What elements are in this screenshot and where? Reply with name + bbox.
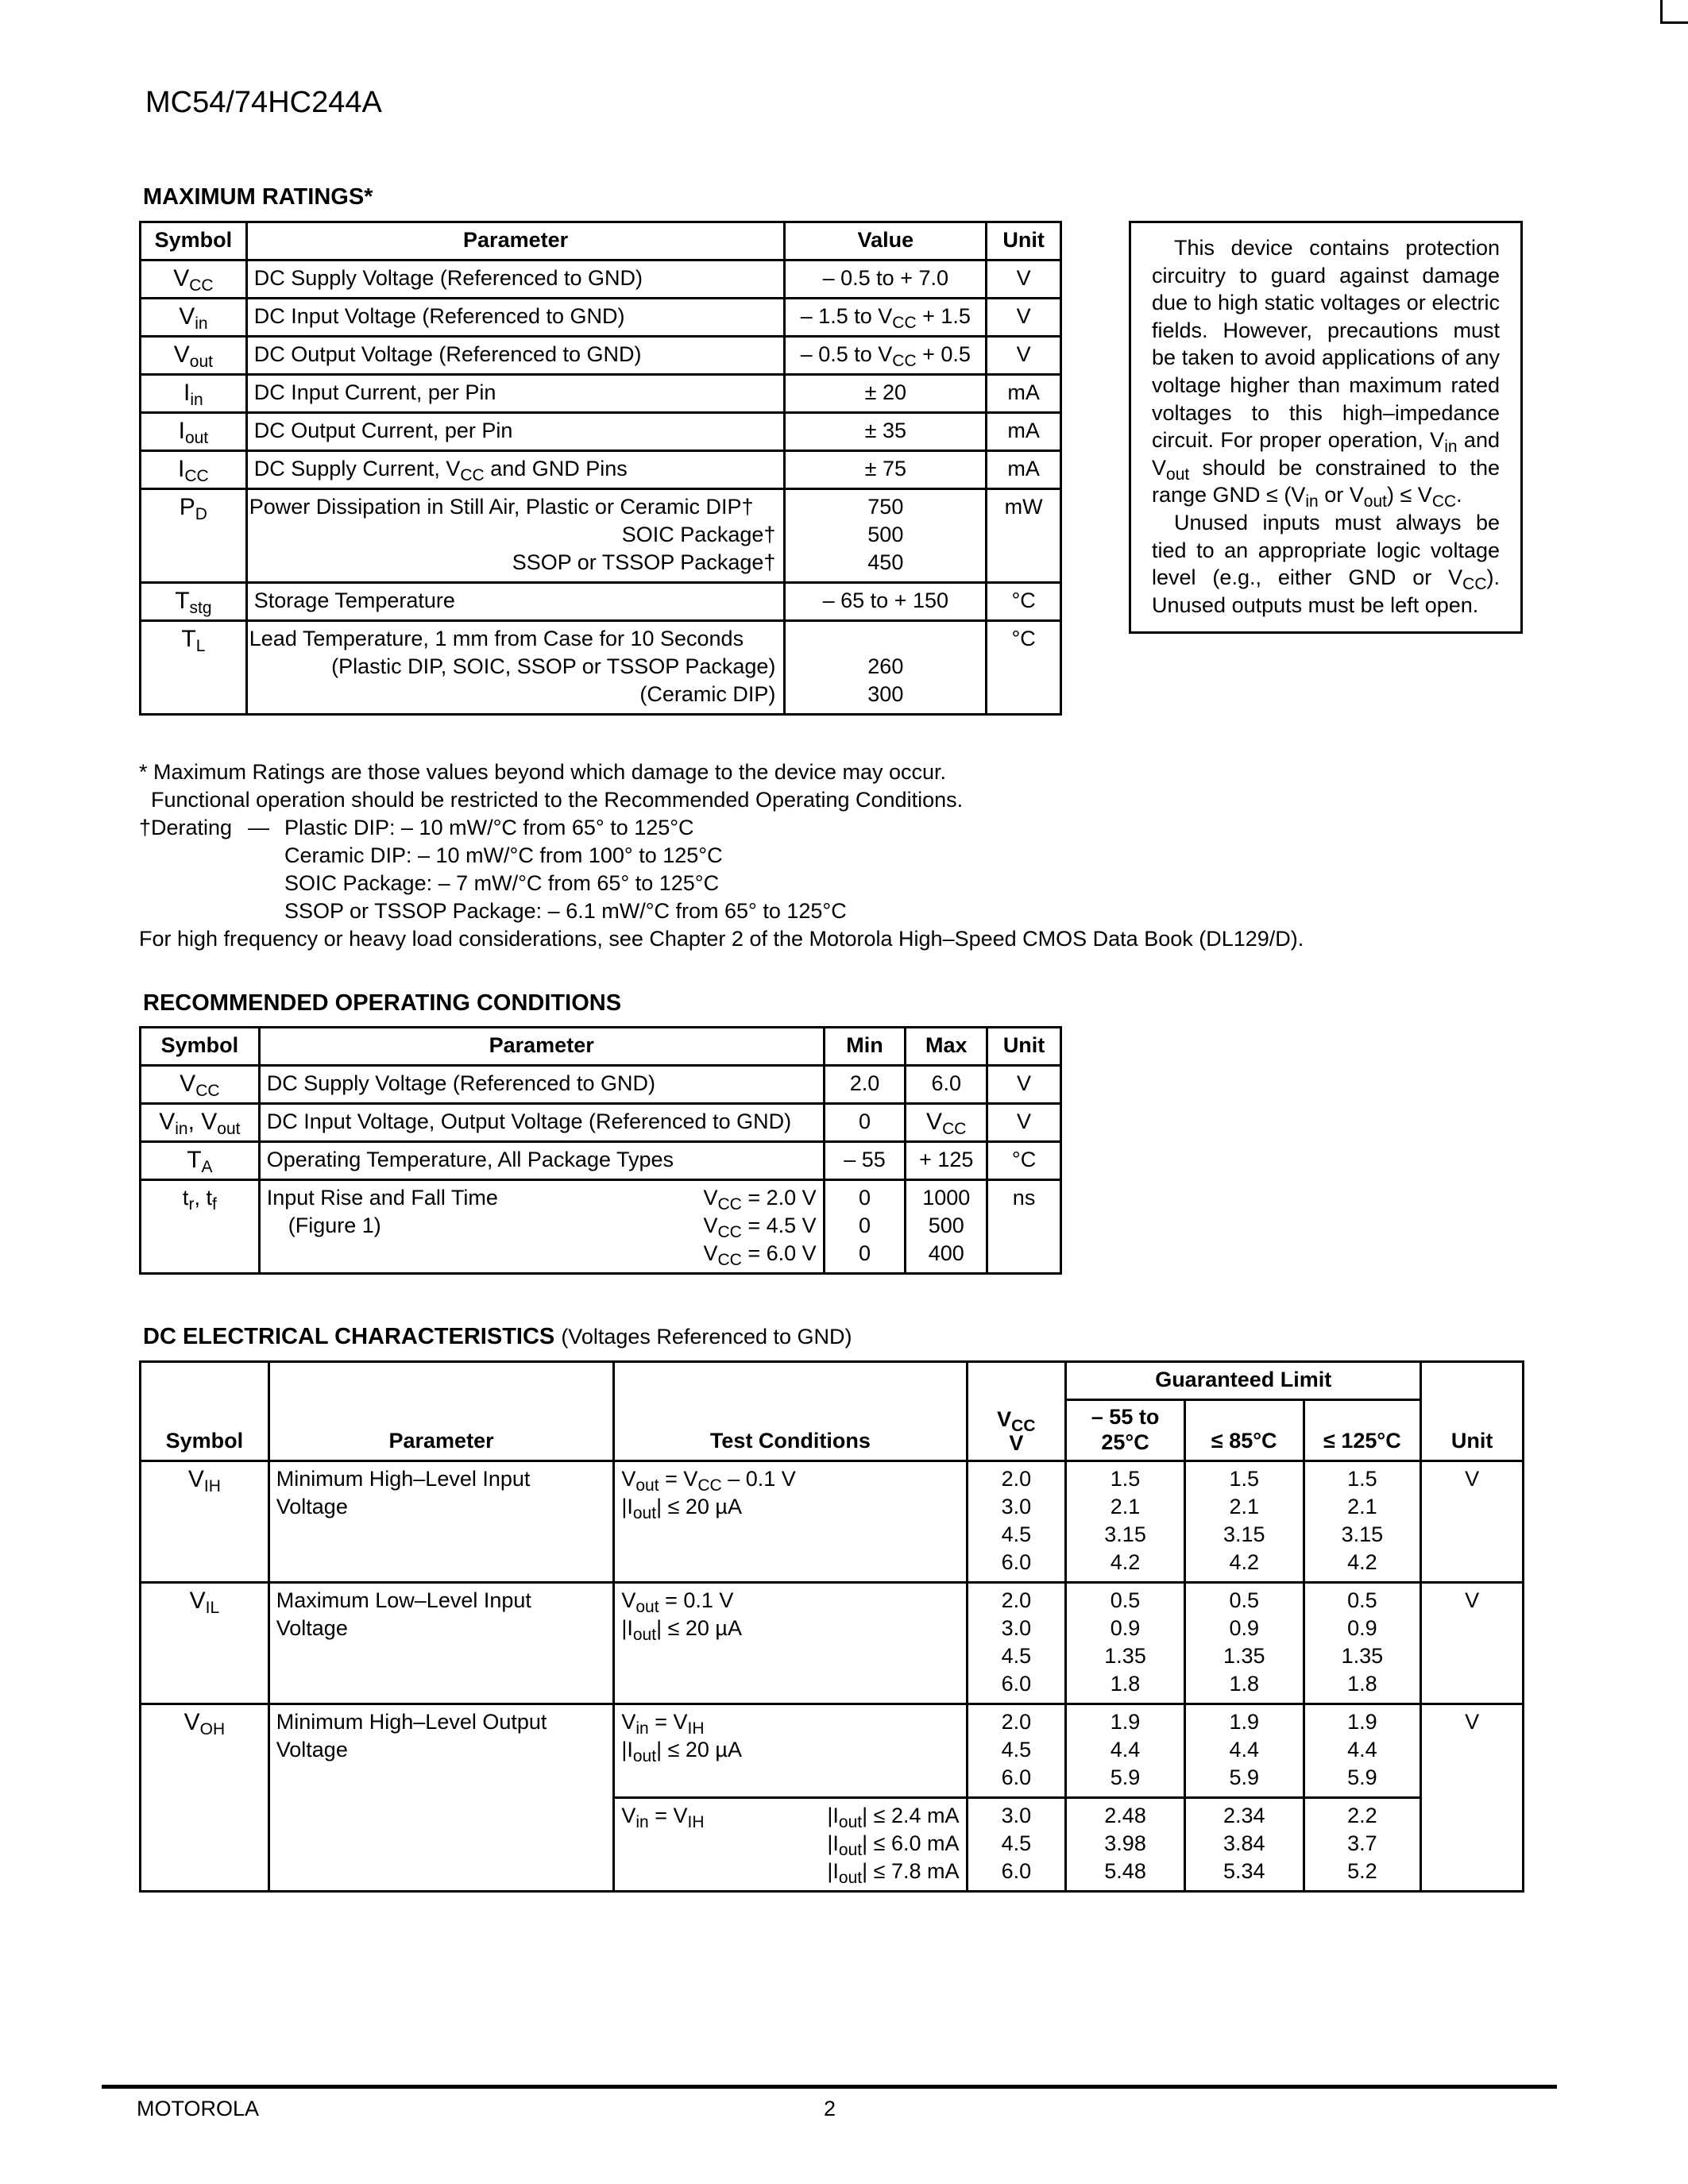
value-subscript: CC [892, 314, 917, 332]
table-row [141, 1180, 1061, 1274]
symbol-cell [141, 337, 247, 375]
unit-cell: V [1421, 1704, 1524, 1892]
symbol-subscript: stg [189, 599, 212, 617]
unit-cell: mW [987, 489, 1061, 583]
unit-cell: mA [987, 451, 1061, 489]
parameter-cell: DC Output Current, per Pin [246, 413, 785, 451]
parameter-cell: Minimum High–Level Input Voltage [268, 1461, 614, 1583]
symbol-text: V [173, 265, 190, 291]
max-subscript: CC [942, 1120, 967, 1138]
symbol-cell: $V_{IL}$ [141, 1583, 269, 1704]
unit-cell: V [987, 1066, 1061, 1104]
header-symbol: Symbol [141, 222, 247, 260]
symbol-cell [141, 299, 247, 337]
symbol-cell [141, 451, 247, 489]
test-condition-cell: $V_{in} = V_{IH}$ $|I_{out}| \le 20$ µA [614, 1704, 967, 1798]
parameter-cell: DC Input Current, per Pin [246, 375, 785, 413]
min-cell: 0 [824, 1104, 906, 1142]
max-cell: 6.0 [906, 1066, 987, 1104]
header-symbol: Symbol [141, 1362, 269, 1461]
limit-25-cell: 1.9 4.4 5.9 [1066, 1704, 1185, 1798]
vcc-cell: 2.0 3.0 4.5 6.0 [967, 1583, 1066, 1704]
value-cell: ± 75 [785, 451, 987, 489]
max-line: 1000 [922, 1186, 971, 1210]
unit-cell: °C [987, 621, 1061, 715]
symbol-subscript: CC [195, 1082, 220, 1100]
symbol-subscript: CC [189, 276, 214, 295]
value-line: 260 [867, 654, 904, 678]
unit-cell: V [987, 260, 1061, 299]
derating-list [284, 814, 847, 925]
max-cell [906, 1180, 987, 1274]
min-cell: 2.0 [824, 1066, 906, 1104]
symbol-subscript: in [190, 391, 203, 409]
derating-dash: — [248, 816, 269, 839]
test-condition-cell: $V_{out} = 0.1$ V $|I_{out}| \le 20$ µA [614, 1583, 967, 1704]
condition-line: $V_{CC} = 6.0$ V [703, 1241, 817, 1269]
symbol-cell [141, 1180, 260, 1274]
symbol-subscript: A [201, 1158, 213, 1176]
header-temp-25: – 55 to 25°C [1066, 1400, 1185, 1461]
symbol-text: t [182, 1186, 189, 1210]
value-cell: ± 20 [785, 375, 987, 413]
parameter-cell [246, 621, 785, 715]
parameter-cell: DC Input Voltage, Output Voltage (Referenced to GND) [259, 1104, 824, 1142]
value-cell: ± 35 [785, 413, 987, 451]
parameter-line: (Ceramic DIP) [639, 682, 776, 706]
header-parameter: Parameter [246, 222, 785, 260]
limit-25-cell: 2.48 3.98 5.48 [1066, 1798, 1185, 1892]
symbol-subscript: f [211, 1195, 217, 1214]
derating-line: SSOP or TSSOP Package: – 6.1 mW/°C from 65° to 125°C [284, 899, 847, 923]
header-temp-85: ≤ 85°C [1184, 1400, 1304, 1461]
table-row [141, 621, 1061, 715]
symbol-text: I [178, 418, 185, 444]
header-unit: Unit [1421, 1362, 1524, 1461]
max-cell [906, 1104, 987, 1142]
max-ratings-title: MAXIMUM RATINGS* [143, 184, 373, 210]
table-row [141, 337, 1061, 375]
parameter-cell [246, 451, 785, 489]
table-header-row [141, 1362, 1524, 1400]
symbol-text: T [187, 1147, 202, 1173]
document-title: MC54/74HC244A [145, 86, 382, 119]
symbol-subscript: out [184, 429, 209, 447]
symbol-text: V [173, 341, 190, 368]
symbol-cell [141, 260, 247, 299]
symbol-cell [141, 583, 247, 621]
limit-125-cell: 1.9 4.4 5.9 [1304, 1704, 1421, 1798]
unit-cell: mA [987, 375, 1061, 413]
symbol-subscript: D [195, 505, 207, 523]
symbol-text: , t [194, 1186, 212, 1210]
limit-125-cell: 1.5 2.1 3.15 4.2 [1304, 1461, 1421, 1583]
parameter-line: Lead Temperature, 1 mm from Case for 10 Seconds [249, 627, 744, 650]
header-parameter: Parameter [268, 1362, 614, 1461]
symbol-text: V [180, 1071, 196, 1097]
derating-line: SOIC Package: – 7 mW/°C from 65° to 125°C [284, 871, 720, 895]
parameter-line: SOIC Package† [621, 523, 776, 546]
parameter-cell: DC Input Voltage (Referenced to GND) [246, 299, 785, 337]
symbol-text: I [183, 380, 191, 406]
dc-char-title [143, 1324, 852, 1350]
symbol-cell: $V_{IH}$ [141, 1461, 269, 1583]
parameter-line: Power Dissipation in Still Air, Plastic or Ceramic DIP† [249, 495, 754, 519]
header-unit: Unit [987, 222, 1061, 260]
parameter-cell: Maximum Low–Level Input Voltage [268, 1583, 614, 1704]
condition-line: $V_{CC} = 4.5$ V [703, 1214, 817, 1241]
limit-125-cell: 2.2 3.7 5.2 [1304, 1798, 1421, 1892]
parameter-cell [246, 489, 785, 583]
table-header-row [141, 1028, 1061, 1066]
page-number: 2 [824, 2097, 836, 2120]
derating-line: Plastic DIP: – 10 mW/°C from 65° to 125°C [284, 816, 694, 839]
limit-25-cell: 0.5 0.9 1.35 1.8 [1066, 1583, 1185, 1704]
max-text: V [926, 1109, 943, 1135]
vcc-cell: 3.0 4.5 6.0 [967, 1798, 1066, 1892]
symbol-cell [141, 1104, 260, 1142]
header-temp-125: ≤ 125°C [1304, 1400, 1421, 1461]
unit-cell: V [1421, 1461, 1524, 1583]
dc-char-subtitle: (Voltages Referenced to GND) [561, 1325, 852, 1349]
limit-85-cell: 1.5 2.1 3.15 4.2 [1184, 1461, 1304, 1583]
esd-paragraph-1: This device contains protection circuitry to guard against damage due to high static voltages or electric fields. However, precautions must be taken to avoid applications of any voltage higher than maximum rated voltages to this high–impedance circuit. For proper operation, $V_{in}$ and $V_{out}$ should be constrained to the range GND ≤ ($V_{in}$ or $V_{out}) \le V_{CC}$. [1152, 236, 1500, 511]
value-line: 500 [867, 523, 904, 546]
condition-line: $V_{CC} = 2.0$ V [703, 1186, 817, 1214]
table-row [141, 1704, 1524, 1798]
symbol-text: T [181, 626, 196, 652]
limit-85-cell: 0.5 0.9 1.35 1.8 [1184, 1583, 1304, 1704]
value-cell: – 0.5 to + 7.0 [785, 260, 987, 299]
table-row [141, 299, 1061, 337]
limit-85-cell: 2.34 3.84 5.34 [1184, 1798, 1304, 1892]
symbol-cell [141, 413, 247, 451]
parameter-cell: DC Output Voltage (Referenced to GND) [246, 337, 785, 375]
unit-cell: °C [987, 1142, 1061, 1180]
header-unit: Unit [987, 1028, 1061, 1066]
max-line: 500 [928, 1214, 964, 1237]
derating-line: Ceramic DIP: – 10 mW/°C from 100° to 125°C [284, 843, 723, 867]
unit-cell: V [987, 337, 1061, 375]
symbol-cell [141, 489, 247, 583]
min-line: 0 [858, 1241, 871, 1265]
table-header-row [141, 222, 1061, 260]
parameter-cell: Minimum High–Level Output Voltage [268, 1704, 614, 1892]
parameter-cell: Storage Temperature [246, 583, 785, 621]
parameter-line: (Figure 1) [288, 1214, 381, 1237]
unit-cell: V [987, 1104, 1061, 1142]
symbol-cell [141, 621, 247, 715]
parameter-cell [259, 1180, 824, 1274]
parameter-line: (Plastic DIP, SOIC, SSOP or TSSOP Package) [331, 654, 776, 678]
symbol-subscript: CC [184, 467, 209, 485]
symbol-subscript: in [175, 1120, 188, 1138]
symbol-subscript: L [195, 637, 206, 655]
test-condition-cell: $V_{out} = V_{CC} - 0.1$ V $|I_{out}| \le 20$ µA [614, 1461, 967, 1583]
table-row [141, 1142, 1061, 1180]
value-subscript: CC [892, 352, 917, 370]
unit-cell: V [987, 299, 1061, 337]
value-text: – 0.5 to V [800, 342, 893, 366]
header-parameter: Parameter [259, 1028, 824, 1066]
value-cell: – 65 to + 150 [785, 583, 987, 621]
esd-protection-note [1129, 221, 1523, 634]
high-frequency-note: For high frequency or heavy load considerations, see Chapter 2 of the Motorola High–Speed CMOS Data Book (DL129/D). [139, 927, 1304, 951]
header-min: Min [824, 1028, 906, 1066]
unit-cell: mA [987, 413, 1061, 451]
max-line: 400 [928, 1241, 964, 1265]
table-row [141, 583, 1061, 621]
vcc-cell: 2.0 4.5 6.0 [967, 1704, 1066, 1798]
parameter-text: DC Supply Current, V [253, 457, 461, 480]
symbol-text: P [179, 494, 195, 520]
symbol-subscript: in [195, 314, 208, 333]
header-value: Value [785, 222, 987, 260]
limit-125-cell: 0.5 0.9 1.35 1.8 [1304, 1583, 1421, 1704]
table-row [141, 451, 1061, 489]
symbol-cell [141, 1066, 260, 1104]
footer-brand: MOTOROLA [137, 2097, 260, 2120]
rec-conditions-title: RECOMMENDED OPERATING CONDITIONS [143, 990, 622, 1016]
esd-paragraph-2: Unused inputs must always be tied to an appropriate logic voltage level (e.g., either GND or $V_{CC}$). Unused outputs must be left open. [1152, 510, 1500, 617]
value-cell [785, 299, 987, 337]
symbol-cell: $V_{OH}$ [141, 1704, 269, 1892]
value-line [792, 625, 979, 653]
derating-label [139, 814, 232, 842]
min-cell: – 55 [824, 1142, 906, 1180]
vcc-cell: 2.0 3.0 4.5 6.0 [967, 1461, 1066, 1583]
max-ratings-notes [139, 758, 963, 814]
table-row [141, 1461, 1524, 1583]
parameter-text: and GND Pins [484, 457, 628, 480]
footer-rule [102, 2085, 1557, 2089]
min-line: 0 [858, 1214, 871, 1237]
symbol-subscript: out [217, 1120, 241, 1138]
table-row [141, 1583, 1524, 1704]
footnote-line: * Maximum Ratings are those values beyond which damage to the device may occur. [139, 760, 947, 784]
table-row [141, 1066, 1061, 1104]
table-row [141, 260, 1061, 299]
limit-85-cell: 1.9 4.4 5.9 [1184, 1704, 1304, 1798]
value-line: 750 [867, 495, 904, 519]
unit-cell: °C [987, 583, 1061, 621]
parameter-cell: Operating Temperature, All Package Types [259, 1142, 824, 1180]
min-cell [824, 1180, 906, 1274]
table-row [141, 413, 1061, 451]
rec-conditions-table [139, 1026, 1062, 1275]
header-test-conditions: Test Conditions [614, 1362, 967, 1461]
symbol-text: T [175, 588, 190, 614]
value-text: + 1.5 [916, 304, 971, 328]
dc-char-title-text: DC ELECTRICAL CHARACTERISTICS [143, 1324, 555, 1349]
parameter-line: Input Rise and Fall Time [266, 1186, 498, 1210]
symbol-subscript: r [188, 1195, 195, 1214]
unit-cell: ns [987, 1180, 1061, 1274]
value-text: – 1.5 to V [800, 304, 893, 328]
value-line: 300 [867, 682, 904, 706]
footnote-line: Functional operation should be restricted to the Recommended Operating Conditions. [151, 788, 964, 812]
symbol-text: V [179, 303, 195, 330]
parameter-cell: DC Supply Voltage (Referenced to GND) [246, 260, 785, 299]
symbol-cell [141, 1142, 260, 1180]
unit-cell: V [1421, 1583, 1524, 1704]
limit-25-cell: 1.5 2.1 3.15 4.2 [1066, 1461, 1185, 1583]
header-symbol: Symbol [141, 1028, 260, 1066]
value-cell [785, 337, 987, 375]
table-row [141, 1104, 1061, 1142]
table-row [141, 375, 1061, 413]
max-ratings-table [139, 221, 1062, 716]
max-cell: + 125 [906, 1142, 987, 1180]
parameter-cell: DC Supply Voltage (Referenced to GND) [259, 1066, 824, 1104]
corner-crop-mark [1660, 0, 1688, 24]
derating-label-text: †Derating [139, 816, 233, 839]
parameter-line: SSOP or TSSOP Package† [512, 550, 776, 574]
symbol-text: , V [187, 1109, 218, 1135]
value-cell [785, 621, 987, 715]
symbol-text: V [159, 1109, 176, 1135]
min-line: 0 [858, 1186, 871, 1210]
dc-char-table [139, 1360, 1524, 1893]
value-line: 450 [867, 550, 904, 574]
table-row [141, 489, 1061, 583]
test-condition-cell: $V_{in} = V_{IH}$ $|I_{out}| \le 2.4$ mA $|I_{out}| \le 6.0$ mA $|I_{out}| \le 7.8$ mA [614, 1798, 967, 1892]
value-cell [785, 489, 987, 583]
header-max: Max [906, 1028, 987, 1066]
symbol-cell [141, 375, 247, 413]
symbol-text: I [178, 456, 185, 482]
value-text: + 0.5 [916, 342, 971, 366]
symbol-subscript: out [189, 353, 213, 371]
header-vcc: $V_{CC}$ V [967, 1362, 1066, 1461]
header-guaranteed-limit: Guaranteed Limit [1066, 1362, 1421, 1400]
parameter-subscript: CC [460, 466, 485, 484]
